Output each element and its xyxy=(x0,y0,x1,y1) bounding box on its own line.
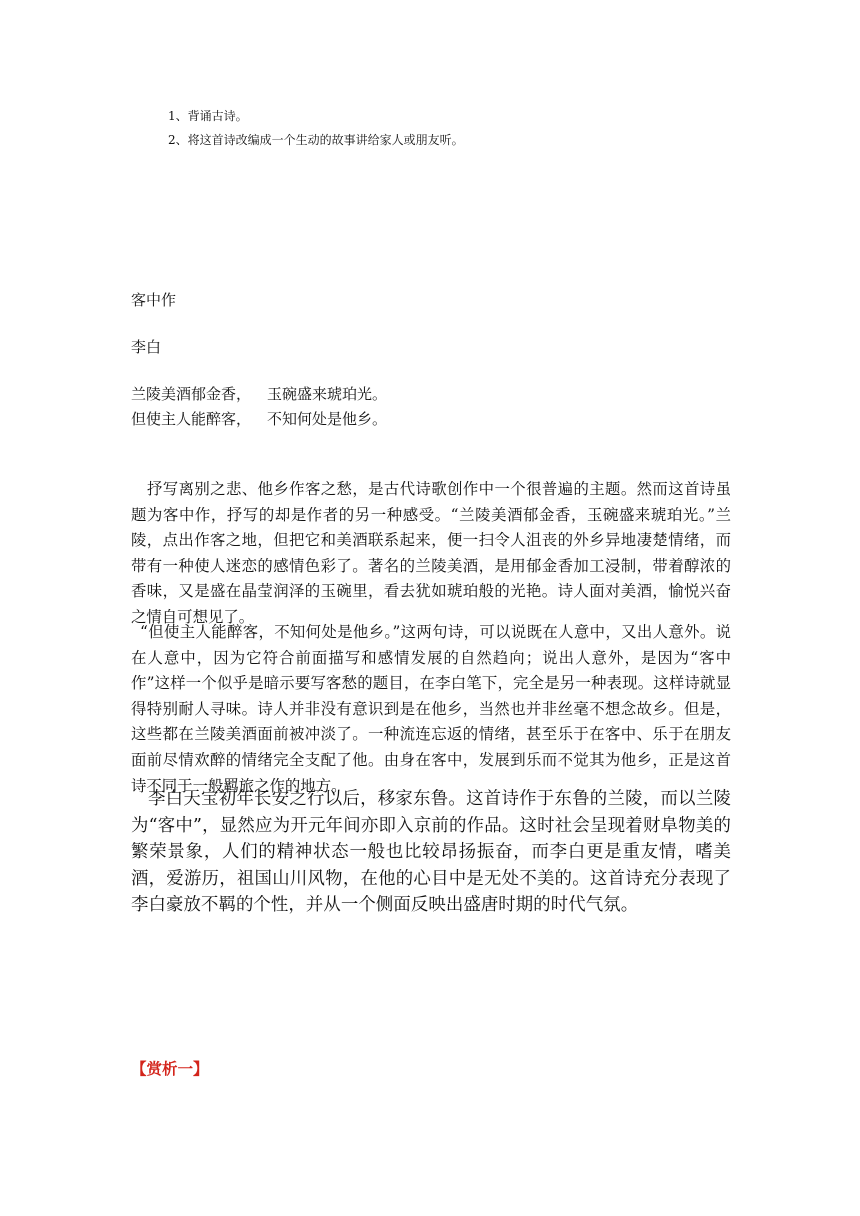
analysis-paragraph-3: 李白天宝初年长安之行以后，移家东鲁。这首诗作于东鲁的兰陵，而以兰陵为“客中”，显然应为开元年间亦即入京前的作品。这时社会呈现着财阜物美的繁荣景象，人们的精神状态一般也比较昂扬振奋，而李白更是重友情，嗜美酒，爱游历，祖国山川风物，在他的心目中是无处不美的。这首诗充分表现了李白豪放不羁的个性，并从一个侧面反映出盛唐时期的时代气氛。 xyxy=(131,789,731,915)
poem-author: 李白 xyxy=(131,338,162,356)
poem-title: 客中作 xyxy=(131,291,177,309)
analysis-paragraph-1: 抒写离别之悲、他乡作客之愁，是古代诗歌创作中一个很普遍的主题。然而这首诗虽题为客中作，抒写的却是作者的另一种感受。“兰陵美酒郁金香，玉碗盛来琥珀光。”兰陵，点出作客之地，但把它和美酒联系起来，便一扫令人沮丧的外乡异地凄楚情绪，而带有一种使人迷恋的感情色彩了。著名的兰陵美酒，是用郁金香加工浸制，带着醇浓的香味，又是盛在晶莹润泽的玉碗里，看去犹如琥珀般的光艳。诗人面对美酒，愉悦兴奋之情自可想见了。 xyxy=(131,480,731,626)
poem-line-1 xyxy=(131,384,387,404)
poem-line-2-first-half: 但使主人能醉客， xyxy=(131,410,252,428)
poem-line-2 xyxy=(131,409,387,429)
poem-line-2-second-half: 不知何处是他乡。 xyxy=(267,410,388,428)
analysis-paragraph-2: “但使主人能醉客，不知何处是他乡。”这两句诗，可以说既在人意中，又出人意外。说在人意中，因为它符合前面描写和感情发展的自然趋向；说出人意外，是因为“客中作”这样一个似乎是暗示要写客愁的题目，在李白笔下，完全是另一种表现。这样诗就显得特别耐人寻味。诗人并非没有意识到是在他乡，当然也并非丝毫不想念故乡。但是，这些都在兰陵美酒面前被冲淡了。一种流连忘返的情绪，甚至乐于在客中、乐于在朋友面前尽情欢醉的情绪完全支配了他。由身在客中，发展到乐而不觉其为他乡，正是这首诗不同于一般羁旅之作的地方。 xyxy=(131,623,731,795)
task-item-1: 1、背诵古诗。 xyxy=(168,109,248,123)
task-item-2: 2、将这首诗改编成一个生动的故事讲给家人或朋友听。 xyxy=(168,133,464,147)
poem-line-1-first-half: 兰陵美酒郁金香， xyxy=(131,385,252,403)
poem-line-1-second-half: 玉碗盛来琥珀光。 xyxy=(267,385,388,403)
section-heading-appreciation: 【赏析一】 xyxy=(131,1059,209,1078)
